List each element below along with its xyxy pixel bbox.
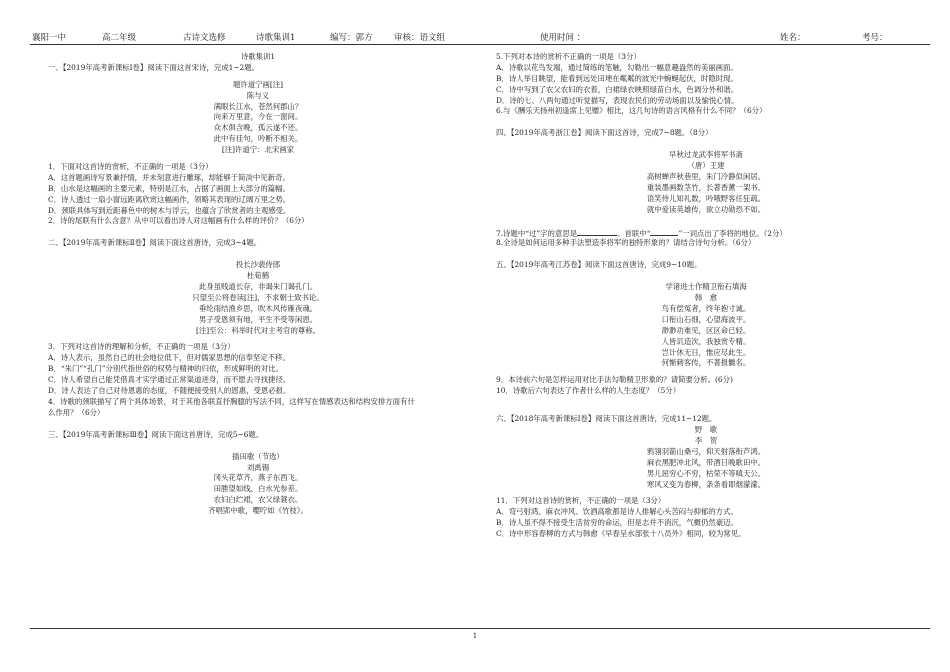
text-line: 9．本诗前六句是怎样运用对比手法勾勒精卫形象的？请简要分析。(6分) xyxy=(496,375,733,385)
text-line: C．诗中写到了农父农妇的衣着，白裙绿衣映照绿苗白水，色调分外和谐。 xyxy=(496,84,739,94)
poem-line: 重装墨画数茎竹，长著香薰一架书。 xyxy=(646,182,766,192)
text-line: 3．下列对这首诗的理解和分析，不正确的一项是（3分） xyxy=(48,342,235,352)
page-header xyxy=(30,30,930,45)
number-label: 考号： xyxy=(862,33,888,43)
spacer xyxy=(48,227,468,238)
spacer xyxy=(496,397,916,408)
text-line: A．诗歌以花鸟发端，通过简练的笔触，勾勒出一幅意趣盎然的美丽画面。 xyxy=(496,62,738,72)
poem-line: 诗歌集训1 xyxy=(240,52,276,61)
text-line: A．这首题画诗写景兼抒情，并未刻意进行雕琢，却能够于简淡中见新奇。 xyxy=(48,172,290,182)
text-segment: 。首联中“ xyxy=(617,228,651,238)
text-line: A．诗人表示，虽然自己的社会地位低下，但对儒家思想的信奉坚定不移。 xyxy=(48,353,290,363)
poem-line: 男儿屈穷心不穷，枯荣不等嗔天公。 xyxy=(646,468,766,478)
spacer xyxy=(48,441,468,452)
poem-line: 众木俱含晚，孤云遂不还。 xyxy=(213,123,303,133)
poem-line: 野 歌 xyxy=(694,425,718,435)
text-line: 1．下面对这首诗的赏析，不正确的一项是（3分） xyxy=(48,162,213,172)
text-line: D．颈联具体写到近距暮色中的树木与浮云，也蕴含了欣赏者的主观感受。 xyxy=(48,205,291,215)
poem-line: 何惭刺客传，不著报雠名。 xyxy=(661,358,751,368)
text-line: 2．诗的尾联有什么含意？从中可以看出诗人对这幅画有什么样的评价？（6分） xyxy=(48,216,309,226)
text-line: 4．诗歌的颈联描写了两个具体场景，对于其他各联直抒胸臆的写法不同，这样写在情感表达和结构安排方面有什 xyxy=(48,396,415,406)
poem-line: 岂计休无日，惟应尽此生。 xyxy=(661,347,751,357)
course-label: 古诗文选修 xyxy=(183,33,226,43)
name-label: 姓名： xyxy=(780,33,806,43)
poem-line: 陈与义 xyxy=(246,90,270,100)
text-line: 6.与《酬乐天扬州初逢席上见赠》相比，这几句诗的语言风格有什么不同？（6分） xyxy=(496,106,767,116)
text-line: 11．下列对这首诗的赏析，不正确的一项是（3分） xyxy=(496,496,666,506)
poem-line: 口衔山石细，心望海波平。 xyxy=(661,314,751,324)
poem-line: 插田歌（节选） xyxy=(232,451,284,461)
poem-line: 语笑侍儿知礼数，吟哦野客任狂疏。 xyxy=(646,193,766,203)
poem-line: 满眼长江水，苍然何郡山？ xyxy=(213,101,303,111)
page-number: 1 xyxy=(472,632,478,640)
poem-line: 只望至公将卷读[注]，不求朝士致书论。 xyxy=(192,292,324,302)
poem-line: 鸟有偿冤者，终年抱寸诚。 xyxy=(661,304,751,314)
answer-blank[interactable] xyxy=(577,228,617,236)
poem-line: 寒风又变为春柳，条条看即烟濛濛。 xyxy=(646,479,766,489)
poem-line: 此中有佳句，吟断不相关。 xyxy=(213,134,303,144)
text-line: C．诗中形容春柳的方式与韩愈《早春呈水部张十八员外》相同，较为常见。 xyxy=(496,529,746,539)
poem-line: 人皆讥造次，我独赏专精。 xyxy=(661,336,751,346)
spacer xyxy=(48,249,468,260)
text-line: B．山水是这幅画的主要元素，特别是江水，占据了画面上大部分的篇幅。 xyxy=(48,183,290,193)
unit-label: 诗歌集训1 xyxy=(256,33,296,43)
text-line: 六、【2018年高考新课标I卷】阅读下面这首唐诗，完成11~12题。 xyxy=(496,414,717,424)
text-line xyxy=(496,228,916,239)
use-time-label: 使用时间 ： xyxy=(540,33,586,43)
grade-label: 高二年级 xyxy=(102,33,137,43)
poem-line: （唐）王建 xyxy=(687,161,725,171)
poem-line: 早秋过龙武李将军书斋 xyxy=(669,150,743,160)
poem-line: [注]许道宁：北宋画家 xyxy=(221,145,295,155)
text-line: C．诗人透过一扇小窗远距离欣赏这幅画作，领略其表现的辽阔万里之势。 xyxy=(48,194,291,204)
text-line: 五、【2019年高考江苏卷】阅读下面这首唐诗，完成9~10题。 xyxy=(496,260,702,270)
text-line: 一、【2019年高考新课标Ⅰ卷】阅读下面这首宋诗，完成1~2题。 xyxy=(48,62,260,72)
poem-line: 题许道宁画[注] xyxy=(232,79,284,89)
text-line: D．诗人表达了自己对待恩惠的态度，不随便接受别人的恩惠，受恩必报。 xyxy=(48,386,291,396)
text-segment: ”一词点出了李将的地位。（2分） xyxy=(678,228,787,238)
text-line: 么作用？（6分） xyxy=(48,407,105,417)
poem-line: [注]至公：科举时代对主考官的尊称。 xyxy=(195,325,321,335)
poem-line: 此身虽贱道长存，非谒朱门谒孔门。 xyxy=(198,282,318,292)
poem-line: 麻衣黑肥冲北风，带酒日晚歌田中。 xyxy=(646,457,766,467)
poem-line: 学诸进士作精卫衔石填海 xyxy=(665,282,747,292)
left-column xyxy=(48,52,468,517)
right-column xyxy=(496,52,916,540)
poem-line: 冈头花草齐，燕子东西飞。 xyxy=(213,473,303,483)
poem-line: 刘禹锡 xyxy=(246,462,270,472)
text-line: D．诗的七、八两句通过听觉描写，表现农民们的劳动场面以及愉悦心情。 xyxy=(496,95,739,105)
poem-line: 田塍望如线，白水光参差。 xyxy=(213,484,303,494)
text-line: 四、【2019年高考浙江卷】阅读下面这首诗，完成7~8题。（8分） xyxy=(496,128,713,138)
poem-line: 垂纶雨结渔乡思，吹木风传雁夜魂。 xyxy=(198,303,318,313)
page-footer-rule xyxy=(30,628,930,629)
text-line: A．弯弓射鸿、麻衣冲风、饮酒高歌都是诗人排解心头苦闷与抑郁的方式。 xyxy=(496,507,738,517)
text-line: C．诗人希望自己能凭借真才实学通过正常渠道进身，而不愿去寻找捷径。 xyxy=(48,375,291,385)
spacer xyxy=(48,419,468,430)
spacer xyxy=(496,249,916,260)
text-line: B．诗人虽不得不接受生活贫穷的命运，但是志并不消沉，气概仍然豪迈。 xyxy=(496,518,738,528)
editor-label: 编写：郭方 xyxy=(330,33,373,43)
spacer xyxy=(496,117,916,128)
text-segment: 7.诗题中“过”字的意思是 xyxy=(496,228,578,238)
poem-line: 男子受恩须有地，平生不受等闲恩。 xyxy=(198,314,318,324)
text-line: 三、【2019年高考新课标Ⅲ卷】阅读下面这首唐诗，完成5~6题。 xyxy=(48,429,264,439)
text-line: B．诗人举目眺望，能看到远处田埂在粼粼的波光中蜿蜒起伏，时隐时现。 xyxy=(496,73,738,83)
poem-line: 就中爱读英雄传，欲立功勋恐不如。 xyxy=(646,204,766,214)
poem-line: 投长沙裴侍郎 xyxy=(235,260,281,270)
poem-line: 李 贺 xyxy=(694,435,718,445)
poem-line: 农妇白纻裙，农父绿蓑衣。 xyxy=(213,495,303,505)
text-line: 8.全诗是如何运用多种手法塑造李将军的独特形象的？请结合诗句分析。（6分） xyxy=(496,238,756,248)
text-line: 5.下列对本诗的赏析不正确的一项是（3分） xyxy=(496,52,641,61)
reviewer-label: 审核：语文组 xyxy=(394,33,446,43)
poem-line: 高树蝉声秋巷里，朱门冷静似闲居。 xyxy=(646,172,766,182)
poem-line: 齐唱郢中歌，嘤咛如《竹枝》。 xyxy=(208,506,308,516)
poem-line: 向来万里意，今在一窗间。 xyxy=(213,112,303,122)
spacer xyxy=(496,139,916,150)
text-line: B．“朱门”“孔门”分别代指世俗的权势与精神的归依，形成鲜明的对比。 xyxy=(48,364,283,374)
spacer xyxy=(496,271,916,282)
poem-line: 韩 愈 xyxy=(694,293,718,303)
poem-line: 杜荀鹤 xyxy=(246,271,270,281)
answer-blank[interactable] xyxy=(650,228,678,236)
poem-line: 渺渺功难见，区区命已轻。 xyxy=(661,325,751,335)
school-name: 襄阳一中 xyxy=(32,33,67,43)
text-line: 二、【2019年高考新课标Ⅱ卷】阅读下面这首唐诗，完成3~4题。 xyxy=(48,238,262,248)
poem-line: 鸦翎羽箭山桑弓，仰天射落衔芦鸿。 xyxy=(646,446,766,456)
text-line: 10．诗歌后六句表达了作者什么样的人生态度？（5分） xyxy=(496,386,681,396)
